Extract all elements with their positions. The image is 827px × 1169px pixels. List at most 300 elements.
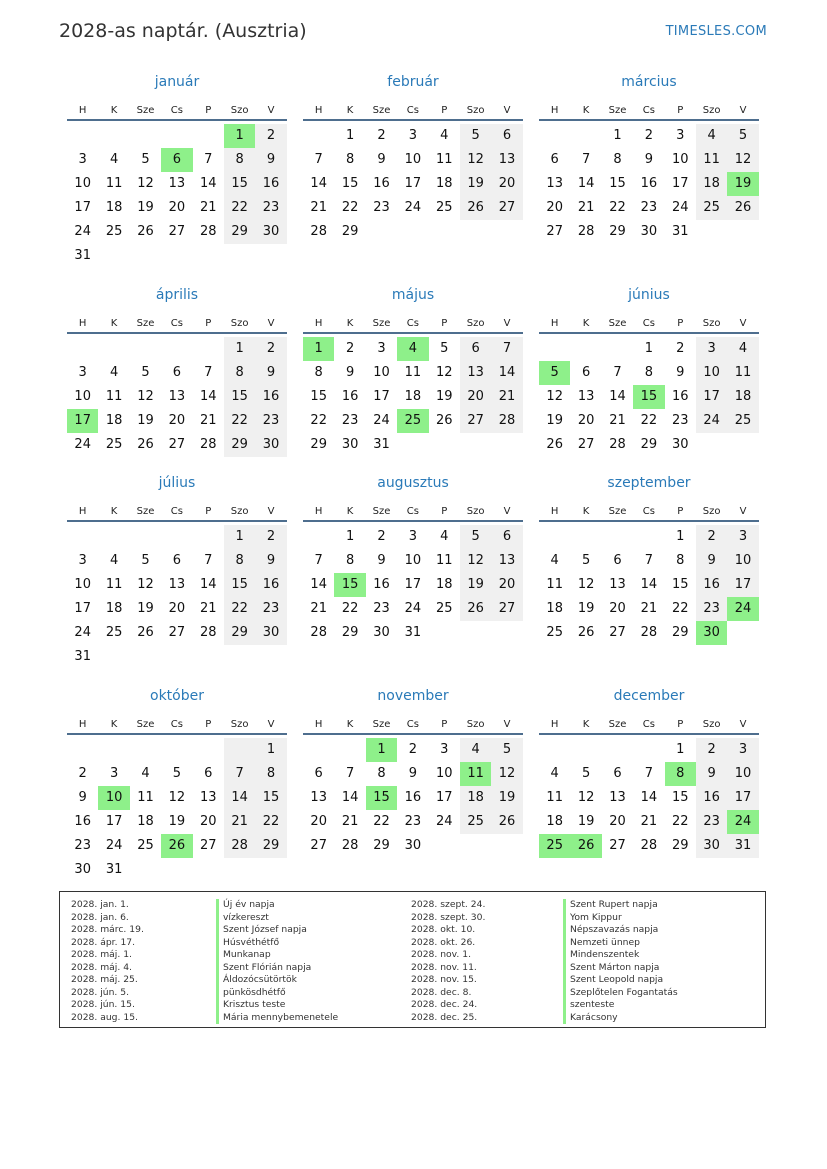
day-cell[interactable]: 3	[727, 738, 758, 762]
day-cell[interactable]: 3	[440, 742, 449, 757]
day-cell[interactable]: 23	[255, 409, 286, 433]
day-cell[interactable]: 27	[609, 625, 626, 640]
day-cell[interactable]: 11	[435, 553, 453, 568]
day-cell[interactable]: 5	[141, 365, 150, 380]
day-cell[interactable]: 15	[224, 573, 255, 597]
day-cell[interactable]: 1	[644, 341, 653, 356]
day-cell[interactable]: 27	[310, 838, 327, 853]
day-cell[interactable]: 12	[137, 389, 154, 404]
day-cell[interactable]: 23	[696, 810, 727, 834]
day-cell[interactable]: 15	[671, 790, 689, 805]
brand-logo[interactable]: TIMESLES.COM	[665, 24, 767, 39]
day-cell[interactable]: 23	[671, 413, 689, 428]
day-cell[interactable]: 17	[435, 790, 453, 805]
day-cell[interactable]: 30	[404, 838, 422, 853]
day-cell[interactable]: 25	[435, 601, 453, 616]
day-cell[interactable]: 6	[172, 365, 181, 380]
day-cell[interactable]: 1	[345, 128, 355, 143]
day-cell[interactable]: 25	[546, 625, 563, 640]
day-cell[interactable]: 29	[341, 224, 359, 239]
day-cell[interactable]: 9	[696, 549, 727, 573]
day-cell[interactable]: 6	[550, 152, 559, 167]
day-cell[interactable]: 6	[613, 766, 622, 781]
day-cell[interactable]: 3	[377, 341, 386, 356]
day-cell[interactable]: 4	[440, 128, 449, 143]
day-cell[interactable]: 30	[255, 220, 286, 244]
day-cell[interactable]: 8	[345, 152, 355, 167]
day-cell[interactable]: 11	[137, 790, 154, 805]
day-cell[interactable]: 4	[550, 553, 559, 568]
day-cell[interactable]: 16	[373, 577, 390, 592]
day-cell[interactable]: 1	[676, 742, 685, 757]
day-cell[interactable]: 31	[373, 437, 390, 452]
day-cell[interactable]: 30	[671, 437, 689, 452]
day-cell[interactable]: 23	[373, 200, 390, 215]
day-cell[interactable]: 29	[373, 838, 390, 853]
holiday-day-cell[interactable]: 17	[67, 409, 98, 433]
day-cell[interactable]: 14	[491, 361, 522, 385]
day-cell[interactable]: 9	[408, 766, 417, 781]
day-cell[interactable]: 11	[727, 361, 758, 385]
day-cell[interactable]: 10	[404, 152, 422, 167]
day-cell[interactable]: 3	[78, 152, 87, 167]
day-cell[interactable]: 25	[105, 625, 123, 640]
day-cell[interactable]: 30	[696, 834, 727, 858]
day-cell[interactable]: 24	[74, 224, 91, 239]
day-cell[interactable]: 17	[671, 176, 689, 191]
day-cell[interactable]: 20	[609, 814, 626, 829]
day-cell[interactable]: 16	[696, 786, 727, 810]
day-cell[interactable]: 17	[404, 577, 422, 592]
day-cell[interactable]: 28	[310, 224, 327, 239]
day-cell[interactable]: 27	[546, 224, 563, 239]
day-cell[interactable]: 12	[435, 365, 453, 380]
day-cell[interactable]: 22	[224, 409, 255, 433]
day-cell[interactable]: 26	[546, 437, 563, 452]
day-cell[interactable]: 14	[199, 577, 217, 592]
day-cell[interactable]: 30	[255, 433, 286, 457]
day-cell[interactable]: 6	[460, 337, 491, 361]
day-cell[interactable]: 26	[137, 625, 154, 640]
day-cell[interactable]: 4	[141, 766, 150, 781]
day-cell[interactable]: 12	[137, 176, 154, 191]
day-cell[interactable]: 28	[640, 625, 658, 640]
day-cell[interactable]: 29	[640, 437, 658, 452]
day-cell[interactable]: 24	[671, 200, 689, 215]
day-cell[interactable]: 4	[440, 529, 449, 544]
day-cell[interactable]: 21	[199, 413, 217, 428]
day-cell[interactable]: 13	[491, 148, 522, 172]
day-cell[interactable]: 7	[204, 553, 213, 568]
day-cell[interactable]: 25	[460, 810, 491, 834]
day-cell[interactable]: 24	[74, 437, 91, 452]
day-cell[interactable]: 26	[460, 196, 491, 220]
day-cell[interactable]: 18	[546, 814, 563, 829]
day-cell[interactable]: 18	[105, 200, 123, 215]
day-cell[interactable]: 24	[373, 413, 390, 428]
day-cell[interactable]: 6	[491, 124, 522, 148]
day-cell[interactable]: 19	[460, 172, 491, 196]
day-cell[interactable]: 8	[314, 365, 323, 380]
holiday-day-cell[interactable]: 30	[696, 621, 727, 645]
day-cell[interactable]: 19	[460, 573, 491, 597]
holiday-day-cell[interactable]: 1	[303, 337, 334, 361]
day-cell[interactable]: 9	[255, 549, 286, 573]
day-cell[interactable]: 29	[224, 433, 255, 457]
day-cell[interactable]: 3	[78, 365, 87, 380]
day-cell[interactable]: 14	[224, 786, 255, 810]
day-cell[interactable]: 7	[345, 766, 355, 781]
day-cell[interactable]: 28	[491, 409, 522, 433]
day-cell[interactable]: 4	[550, 766, 559, 781]
day-cell[interactable]: 1	[676, 529, 685, 544]
day-cell[interactable]: 24	[404, 601, 422, 616]
day-cell[interactable]: 28	[224, 834, 255, 858]
holiday-day-cell[interactable]: 6	[161, 148, 192, 172]
day-cell[interactable]: 22	[310, 413, 327, 428]
day-cell[interactable]: 27	[491, 196, 522, 220]
day-cell[interactable]: 2	[676, 341, 685, 356]
day-cell[interactable]: 14	[577, 176, 595, 191]
day-cell[interactable]: 12	[727, 148, 758, 172]
day-cell[interactable]: 21	[640, 601, 658, 616]
day-cell[interactable]: 21	[199, 200, 217, 215]
day-cell[interactable]: 29	[671, 625, 689, 640]
day-cell[interactable]: 29	[310, 437, 327, 452]
day-cell[interactable]: 4	[109, 553, 119, 568]
day-cell[interactable]: 13	[460, 361, 491, 385]
day-cell[interactable]: 29	[224, 621, 255, 645]
holiday-day-cell[interactable]: 1	[224, 124, 255, 148]
day-cell[interactable]: 7	[204, 152, 213, 167]
day-cell[interactable]: 14	[640, 790, 658, 805]
day-cell[interactable]: 19	[137, 200, 154, 215]
day-cell[interactable]: 18	[404, 389, 422, 404]
day-cell[interactable]: 16	[255, 573, 286, 597]
day-cell[interactable]: 21	[491, 385, 522, 409]
day-cell[interactable]: 4	[109, 365, 119, 380]
day-cell[interactable]: 12	[168, 790, 186, 805]
day-cell[interactable]: 5	[581, 766, 591, 781]
day-cell[interactable]: 30	[74, 862, 91, 877]
day-cell[interactable]: 9	[255, 361, 286, 385]
day-cell[interactable]: 15	[224, 385, 255, 409]
day-cell[interactable]: 17	[727, 786, 758, 810]
day-cell[interactable]: 3	[696, 337, 727, 361]
day-cell[interactable]: 6	[172, 553, 181, 568]
day-cell[interactable]: 18	[105, 601, 123, 616]
holiday-day-cell[interactable]: 15	[334, 573, 365, 597]
day-cell[interactable]: 13	[168, 176, 186, 191]
day-cell[interactable]: 18	[727, 385, 758, 409]
day-cell[interactable]: 5	[440, 341, 449, 356]
day-cell[interactable]: 31	[404, 625, 422, 640]
day-cell[interactable]: 17	[74, 601, 91, 616]
day-cell[interactable]: 23	[341, 413, 359, 428]
day-cell[interactable]: 25	[435, 200, 453, 215]
day-cell[interactable]: 31	[671, 224, 689, 239]
day-cell[interactable]: 20	[168, 413, 186, 428]
day-cell[interactable]: 10	[404, 553, 422, 568]
day-cell[interactable]: 28	[609, 437, 626, 452]
day-cell[interactable]: 17	[105, 814, 123, 829]
day-cell[interactable]: 29	[224, 220, 255, 244]
day-cell[interactable]: 3	[727, 525, 758, 549]
day-cell[interactable]: 16	[341, 389, 359, 404]
day-cell[interactable]: 22	[341, 601, 359, 616]
day-cell[interactable]: 15	[341, 176, 359, 191]
day-cell[interactable]: 22	[671, 601, 689, 616]
day-cell[interactable]: 11	[546, 577, 563, 592]
day-cell[interactable]: 19	[168, 814, 186, 829]
day-cell[interactable]: 25	[696, 196, 727, 220]
day-cell[interactable]: 24	[74, 625, 91, 640]
day-cell[interactable]: 11	[435, 152, 453, 167]
day-cell[interactable]: 27	[577, 437, 595, 452]
day-cell[interactable]: 6	[613, 553, 622, 568]
day-cell[interactable]: 9	[255, 148, 286, 172]
day-cell[interactable]: 26	[727, 196, 758, 220]
day-cell[interactable]: 19	[577, 601, 595, 616]
day-cell[interactable]: 29	[671, 838, 689, 853]
day-cell[interactable]: 10	[373, 365, 390, 380]
day-cell[interactable]: 27	[491, 597, 522, 621]
day-cell[interactable]: 8	[613, 152, 622, 167]
day-cell[interactable]: 14	[640, 577, 658, 592]
day-cell[interactable]: 1	[255, 738, 286, 762]
day-cell[interactable]: 8	[676, 553, 685, 568]
day-cell[interactable]: 20	[609, 601, 626, 616]
holiday-day-cell[interactable]: 5	[539, 361, 570, 385]
day-cell[interactable]: 25	[105, 224, 123, 239]
day-cell[interactable]: 23	[255, 597, 286, 621]
day-cell[interactable]: 5	[460, 525, 491, 549]
day-cell[interactable]: 19	[137, 413, 154, 428]
day-cell[interactable]: 10	[696, 361, 727, 385]
day-cell[interactable]: 5	[727, 124, 758, 148]
day-cell[interactable]: 22	[224, 597, 255, 621]
day-cell[interactable]: 9	[78, 790, 87, 805]
day-cell[interactable]: 10	[74, 389, 91, 404]
day-cell[interactable]: 27	[460, 409, 491, 433]
day-cell[interactable]: 15	[310, 389, 327, 404]
day-cell[interactable]: 21	[341, 814, 359, 829]
day-cell[interactable]: 19	[435, 389, 453, 404]
day-cell[interactable]: 15	[224, 172, 255, 196]
day-cell[interactable]: 5	[141, 152, 150, 167]
day-cell[interactable]: 31	[105, 862, 123, 877]
day-cell[interactable]: 13	[199, 790, 217, 805]
day-cell[interactable]: 14	[310, 577, 327, 592]
day-cell[interactable]: 13	[168, 577, 186, 592]
day-cell[interactable]: 5	[460, 124, 491, 148]
day-cell[interactable]: 2	[255, 124, 286, 148]
day-cell[interactable]: 12	[137, 577, 154, 592]
day-cell[interactable]: 20	[491, 172, 522, 196]
day-cell[interactable]: 10	[435, 766, 453, 781]
day-cell[interactable]: 2	[377, 529, 386, 544]
day-cell[interactable]: 7	[613, 365, 622, 380]
holiday-day-cell[interactable]: 26	[570, 834, 601, 858]
day-cell[interactable]: 20	[310, 814, 327, 829]
day-cell[interactable]: 26	[577, 625, 595, 640]
day-cell[interactable]: 25	[137, 838, 154, 853]
day-cell[interactable]: 2	[78, 766, 87, 781]
day-cell[interactable]: 24	[404, 200, 422, 215]
day-cell[interactable]: 21	[577, 200, 595, 215]
day-cell[interactable]: 6	[204, 766, 213, 781]
day-cell[interactable]: 28	[577, 224, 595, 239]
day-cell[interactable]: 26	[460, 597, 491, 621]
day-cell[interactable]: 9	[644, 152, 653, 167]
day-cell[interactable]: 22	[609, 200, 626, 215]
day-cell[interactable]: 17	[404, 176, 422, 191]
day-cell[interactable]: 5	[491, 738, 522, 762]
day-cell[interactable]: 11	[105, 176, 123, 191]
day-cell[interactable]: 21	[199, 601, 217, 616]
day-cell[interactable]: 14	[199, 389, 217, 404]
day-cell[interactable]: 4	[460, 738, 491, 762]
day-cell[interactable]: 29	[255, 834, 286, 858]
holiday-day-cell[interactable]: 24	[727, 810, 758, 834]
day-cell[interactable]: 18	[435, 577, 453, 592]
day-cell[interactable]: 6	[581, 365, 591, 380]
day-cell[interactable]: 11	[546, 790, 563, 805]
day-cell[interactable]: 25	[105, 437, 123, 452]
day-cell[interactable]: 3	[78, 553, 87, 568]
day-cell[interactable]: 21	[310, 200, 327, 215]
day-cell[interactable]: 22	[255, 810, 286, 834]
day-cell[interactable]: 12	[577, 790, 595, 805]
day-cell[interactable]: 14	[609, 389, 626, 404]
day-cell[interactable]: 26	[491, 810, 522, 834]
day-cell[interactable]: 19	[577, 814, 595, 829]
day-cell[interactable]: 10	[671, 152, 689, 167]
holiday-day-cell[interactable]: 19	[727, 172, 758, 196]
day-cell[interactable]: 24	[435, 814, 453, 829]
day-cell[interactable]: 28	[341, 838, 359, 853]
day-cell[interactable]: 28	[199, 625, 217, 640]
holiday-day-cell[interactable]: 11	[460, 762, 491, 786]
day-cell[interactable]: 24	[696, 409, 727, 433]
day-cell[interactable]: 25	[727, 409, 758, 433]
day-cell[interactable]: 22	[224, 196, 255, 220]
day-cell[interactable]: 18	[435, 176, 453, 191]
day-cell[interactable]: 6	[491, 525, 522, 549]
holiday-day-cell[interactable]: 4	[397, 337, 428, 361]
day-cell[interactable]: 21	[224, 810, 255, 834]
day-cell[interactable]: 13	[310, 790, 327, 805]
day-cell[interactable]: 28	[199, 224, 217, 239]
day-cell[interactable]: 20	[168, 601, 186, 616]
day-cell[interactable]: 13	[577, 389, 595, 404]
day-cell[interactable]: 7	[224, 762, 255, 786]
day-cell[interactable]: 20	[577, 413, 595, 428]
day-cell[interactable]: 5	[581, 553, 591, 568]
day-cell[interactable]: 16	[373, 176, 390, 191]
day-cell[interactable]: 14	[310, 176, 327, 191]
day-cell[interactable]: 19	[546, 413, 563, 428]
day-cell[interactable]: 11	[105, 389, 123, 404]
day-cell[interactable]: 20	[168, 200, 186, 215]
day-cell[interactable]: 26	[435, 413, 453, 428]
day-cell[interactable]: 30	[255, 621, 286, 645]
day-cell[interactable]: 2	[644, 128, 653, 143]
day-cell[interactable]: 31	[74, 649, 91, 664]
day-cell[interactable]: 20	[546, 200, 563, 215]
day-cell[interactable]: 4	[727, 337, 758, 361]
day-cell[interactable]: 7	[314, 553, 323, 568]
day-cell[interactable]: 7	[314, 152, 323, 167]
day-cell[interactable]: 9	[676, 365, 685, 380]
day-cell[interactable]: 16	[640, 176, 658, 191]
day-cell[interactable]: 2	[696, 738, 727, 762]
day-cell[interactable]: 3	[676, 128, 685, 143]
day-cell[interactable]: 16	[696, 573, 727, 597]
holiday-day-cell[interactable]: 25	[539, 834, 570, 858]
day-cell[interactable]: 7	[581, 152, 591, 167]
day-cell[interactable]: 28	[310, 625, 327, 640]
day-cell[interactable]: 2	[408, 742, 417, 757]
day-cell[interactable]: 19	[137, 601, 154, 616]
day-cell[interactable]: 10	[727, 762, 758, 786]
day-cell[interactable]: 7	[204, 365, 213, 380]
holiday-day-cell[interactable]: 24	[727, 597, 758, 621]
holiday-day-cell[interactable]: 15	[633, 385, 664, 409]
day-cell[interactable]: 17	[74, 200, 91, 215]
day-cell[interactable]: 23	[696, 597, 727, 621]
day-cell[interactable]: 30	[373, 625, 390, 640]
day-cell[interactable]: 21	[310, 601, 327, 616]
day-cell[interactable]: 24	[105, 838, 123, 853]
day-cell[interactable]: 3	[109, 766, 119, 781]
day-cell[interactable]: 5	[141, 553, 150, 568]
day-cell[interactable]: 28	[640, 838, 658, 853]
day-cell[interactable]: 17	[727, 573, 758, 597]
day-cell[interactable]: 29	[609, 224, 626, 239]
day-cell[interactable]: 21	[640, 814, 658, 829]
day-cell[interactable]: 4	[109, 152, 119, 167]
day-cell[interactable]: 1	[224, 525, 255, 549]
day-cell[interactable]: 23	[74, 838, 91, 853]
holiday-day-cell[interactable]: 15	[366, 786, 397, 810]
day-cell[interactable]: 7	[491, 337, 522, 361]
day-cell[interactable]: 9	[377, 553, 386, 568]
day-cell[interactable]: 23	[640, 200, 658, 215]
day-cell[interactable]: 10	[74, 577, 91, 592]
day-cell[interactable]: 2	[345, 341, 355, 356]
day-cell[interactable]: 22	[671, 814, 689, 829]
day-cell[interactable]: 8	[255, 762, 286, 786]
day-cell[interactable]: 11	[404, 365, 422, 380]
day-cell[interactable]: 9	[696, 762, 727, 786]
day-cell[interactable]: 18	[460, 786, 491, 810]
day-cell[interactable]: 5	[172, 766, 181, 781]
day-cell[interactable]: 6	[314, 766, 323, 781]
day-cell[interactable]: 8	[377, 766, 386, 781]
day-cell[interactable]: 18	[137, 814, 154, 829]
day-cell[interactable]: 1	[613, 128, 622, 143]
holiday-day-cell[interactable]: 10	[98, 786, 129, 810]
day-cell[interactable]: 12	[460, 148, 491, 172]
day-cell[interactable]: 8	[345, 553, 355, 568]
day-cell[interactable]: 4	[696, 124, 727, 148]
day-cell[interactable]: 10	[74, 176, 91, 191]
day-cell[interactable]: 11	[105, 577, 123, 592]
day-cell[interactable]: 21	[609, 413, 626, 428]
day-cell[interactable]: 20	[491, 573, 522, 597]
day-cell[interactable]: 9	[345, 365, 355, 380]
